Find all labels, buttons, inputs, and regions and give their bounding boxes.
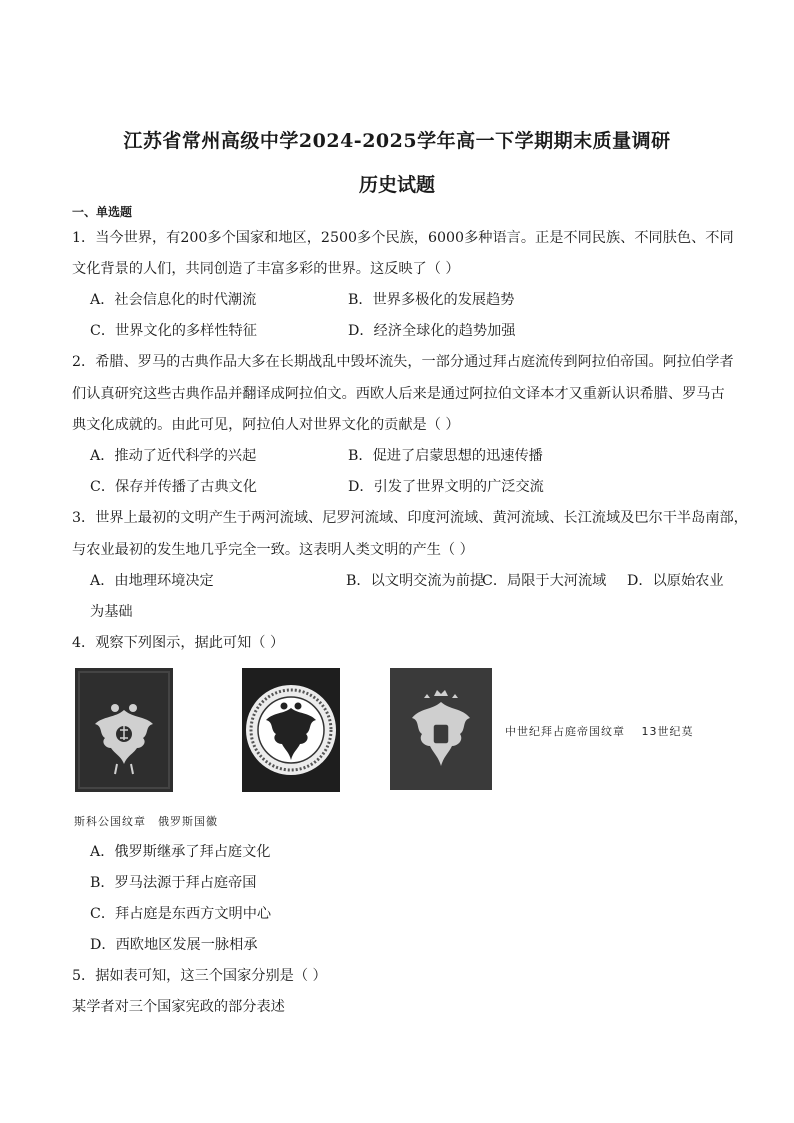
question-5-table-caption: 某学者对三个国家宪政的部分表述 xyxy=(72,999,285,1015)
emblem-caption-line-1: 中世纪拜占庭帝国纹章 13世纪莫 xyxy=(505,725,694,738)
q3-option-d-cont: 为基础 xyxy=(90,604,133,620)
question-2-line-3: 典文化成就的。由此可见，阿拉伯人对世界文化的贡献是（ ） xyxy=(72,417,460,433)
q3-option-b: B．以文明交流为前提 xyxy=(346,573,485,589)
section-label: 一、单选题 xyxy=(72,205,133,219)
q1-option-a: A．社会信息化的时代潮流 xyxy=(90,292,257,308)
q2-option-a: A．推动了近代科学的兴起 xyxy=(90,448,257,464)
q4-option-d: D．西欧地区发展一脉相承 xyxy=(90,937,258,953)
q4-option-a: A．俄罗斯继承了拜占庭文化 xyxy=(90,844,271,860)
question-4-stem: 4．观察下列图示，据此可知（ ） xyxy=(72,635,285,651)
question-1-line-1: 1．当今世界，有200多个国家和地区，2500多个民族，6000多种语言。正是不同民族、不同肤色、不同 xyxy=(72,230,734,246)
q1-option-b: B．世界多极化的发展趋势 xyxy=(348,292,515,308)
question-5-stem: 5．据如表可知，这三个国家分别是（ ） xyxy=(72,968,327,984)
q2-option-b: B．促进了启蒙思想的迅速传播 xyxy=(348,448,543,464)
q2-option-d: D．引发了世界文明的广泛交流 xyxy=(348,479,544,495)
q3-option-c: C．局限于大河流域 xyxy=(482,573,607,589)
q4-option-c: C．拜占庭是东西方文明中心 xyxy=(90,906,272,922)
question-3-line-2: 与农业最初的发生地几乎完全一致。这表明人类文明的产生（ ） xyxy=(72,542,474,558)
page-subtitle: 历史试题 xyxy=(358,174,435,196)
question-2-line-1: 2．希腊、罗马的古典作品大多在长期战乱中毁坏流失，一部分通过拜占庭流传到阿拉伯帝国。阿拉伯学者 xyxy=(72,354,734,370)
byzantine-double-eagle-emblem-icon xyxy=(75,668,173,792)
question-2-line-2: 们认真研究这些古典作品并翻译成阿拉伯文。西欧人后来是通过阿拉伯文译本才又重新认识希腊、罗马古 xyxy=(72,386,725,402)
q3-option-d: D．以原始农业 xyxy=(627,573,724,589)
page-title: 江苏省常州高级中学2024-2025学年高一下学期期末质量调研 xyxy=(123,130,671,152)
question-3-line-1: 3．世界上最初的文明产生于两河流域、尼罗河流域、印度河流域、黄河流域、长江流域及巴尔干半岛南部， xyxy=(72,510,748,526)
q3-option-a: A．由地理环境决定 xyxy=(90,573,214,589)
moscow-seal-double-eagle-icon xyxy=(242,668,340,792)
emblem-caption-line-2: 斯科公国纹章 俄罗斯国徽 xyxy=(74,815,218,828)
q2-option-c: C．保存并传播了古典文化 xyxy=(90,479,257,495)
q1-option-c: C．世界文化的多样性特征 xyxy=(90,323,257,339)
q1-option-d: D．经济全球化的趋势加强 xyxy=(348,323,516,339)
question-1-line-2: 文化背景的人们，共同创造了丰富多彩的世界。这反映了（ ） xyxy=(72,261,460,277)
q4-option-b: B．罗马法源于拜占庭帝国 xyxy=(90,875,257,891)
russian-coat-of-arms-icon xyxy=(390,668,492,790)
